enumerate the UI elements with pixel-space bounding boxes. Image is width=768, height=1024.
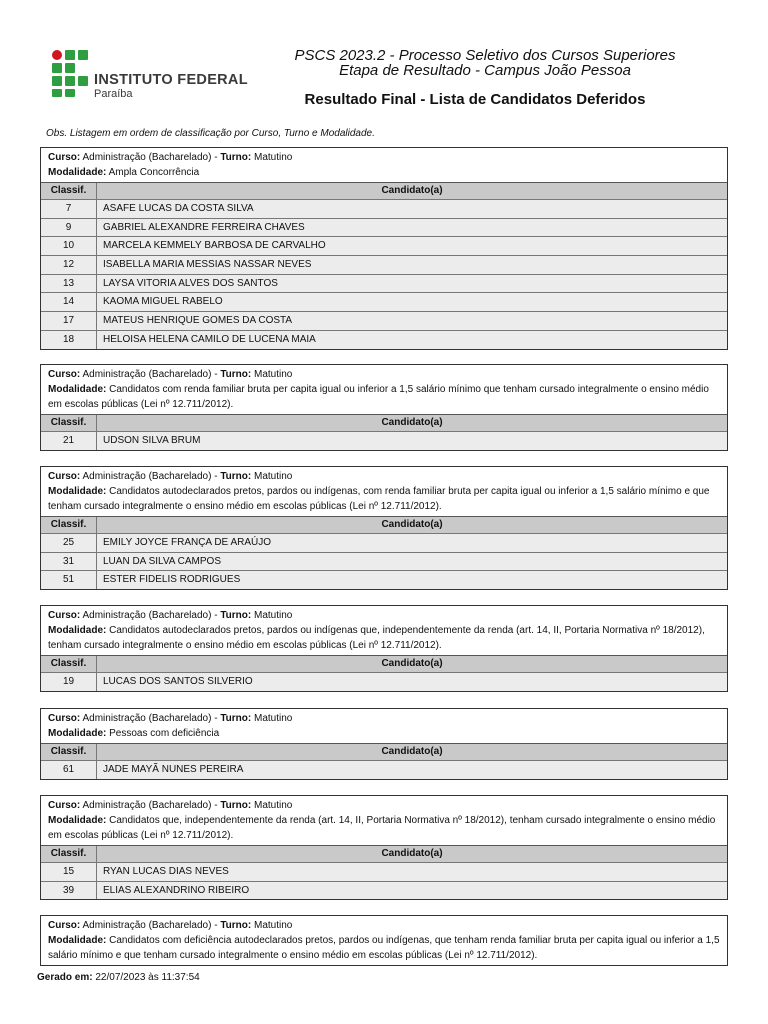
course-block	[40, 605, 728, 692]
obs-note: Obs. Listagem em ordem de classificação por Curso, Turno e Modalidade.	[46, 128, 375, 139]
course-block	[40, 466, 728, 590]
generated-footer: Gerado em: 22/07/2023 às 11:37:54	[37, 972, 200, 983]
table-row: 17 MATEUS HENRIQUE GOMES DA COSTA	[41, 311, 727, 330]
institution-subname: Paraíba	[94, 88, 133, 100]
table-header: Classif. Candidato(a)	[41, 655, 727, 672]
course-block	[40, 795, 728, 900]
table-row: 10 MARCELA KEMMELY BARBOSA DE CARVALHO	[41, 236, 727, 255]
table-row: 15 RYAN LUCAS DIAS NEVES	[41, 862, 727, 881]
block-header: Curso: Administração (Bacharelado) - Turno: Matutino Modalidade: Ampla Concorrência	[48, 152, 293, 178]
table-row: 39 ELIAS ALEXANDRINO RIBEIRO	[41, 881, 727, 900]
table-row: 14 KAOMA MIGUEL RABELO	[41, 292, 727, 311]
block-header: Curso: Administração (Bacharelado) - Turno: Matutino Modalidade: Pessoas com deficiência	[48, 713, 293, 739]
course-block	[40, 364, 728, 451]
block-header: Curso: Administração (Bacharelado) - Turno: Matutino Modalidade: Candidatos que, independentemente da renda (art. 14, II, Portaria Normativa nº 18/2012), tenham cursado integralmente o ensino médio em escolas públicas (Lei nº 12.711/2012).	[48, 800, 716, 841]
course-block	[40, 147, 728, 350]
table-row: 9 GABRIEL ALEXANDRE FERREIRA CHAVES	[41, 218, 727, 237]
table-row: 61 JADE MAYÃ NUNES PEREIRA	[41, 760, 727, 779]
table-row: 21 UDSON SILVA BRUM	[41, 431, 727, 450]
table-row: 25 EMILY JOYCE FRANÇA DE ARAÚJO	[41, 533, 727, 552]
table-header: Classif. Candidato(a)	[41, 414, 727, 431]
generated-timestamp: 22/07/2023 às 11:37:54	[95, 972, 200, 983]
table-header: Classif. Candidato(a)	[41, 743, 727, 760]
table-row: 31 LUAN DA SILVA CAMPOS	[41, 552, 727, 571]
institution-logo	[52, 50, 252, 100]
table-row: 18 HELOISA HELENA CAMILO DE LUCENA MAIA	[41, 330, 727, 349]
block-header: Curso: Administração (Bacharelado) - Turno: Matutino Modalidade: Candidatos com deficiência autodeclarados pretos, pardos ou indígenas, que tenham renda familiar bruta per capita igual ou inferior a 1,5 salário mínimo e que tenham cursado integralmente o ensino médio em escolas públicas (Lei nº 12.711/2012).	[48, 920, 720, 961]
block-header: Curso: Administração (Bacharelado) - Turno: Matutino Modalidade: Candidatos com renda familiar bruta per capita igual ou inferior a 1,5 salário mínimo que tenham cursado integralmente o ensino médio em escolas públicas (Lei nº 12.711/2012).	[48, 369, 709, 410]
table-header: Classif. Candidato(a)	[41, 182, 727, 199]
block-header: Curso: Administração (Bacharelado) - Turno: Matutino Modalidade: Candidatos autodeclarados pretos, pardos ou indígenas, com renda familiar bruta per capita igual ou inferior a 1,5 salário mínimo e que tenham cursado integralmente o ensino médio em escolas públicas (Lei nº 12.711/2012).	[48, 471, 710, 512]
course-block	[40, 708, 728, 780]
table-row: 19 LUCAS DOS SANTOS SILVERIO	[41, 672, 727, 691]
table-row: 12 ISABELLA MARIA MESSIAS NASSAR NEVES	[41, 255, 727, 274]
institution-name: INSTITUTO FEDERAL	[94, 72, 248, 88]
course-block	[40, 915, 728, 966]
table-row: 13 LAYSA VITORIA ALVES DOS SANTOS	[41, 274, 727, 293]
block-header: Curso: Administração (Bacharelado) - Turno: Matutino Modalidade: Candidatos autodeclarados pretos, pardos ou indígenas que, independentemente da renda (art. 14, II, Portaria Normativa nº 18/2012), tenham cursado integralmente o ensino médio em escolas públicas (Lei nº 12.711/2012).	[48, 610, 705, 651]
table-row: 7 ASAFE LUCAS DA COSTA SILVA	[41, 199, 727, 218]
stage-title: Etapa de Resultado - Campus João Pessoa	[339, 62, 631, 79]
table-header: Classif. Candidato(a)	[41, 516, 727, 533]
page-title: Resultado Final - Lista de Candidatos Deferidos	[304, 91, 646, 108]
table-row: 51 ESTER FIDELIS RODRIGUES	[41, 570, 727, 589]
process-title: PSCS 2023.2 - Processo Seletivo dos Cursos Superiores	[294, 47, 676, 64]
logo-grid-icon	[52, 50, 92, 98]
table-header: Classif. Candidato(a)	[41, 845, 727, 862]
